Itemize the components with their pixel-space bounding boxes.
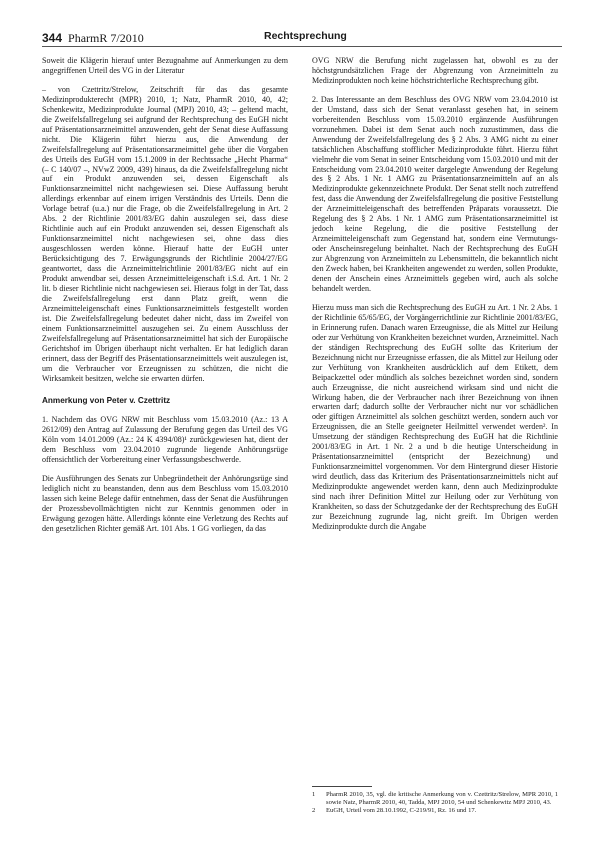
footnote-text: EuGH, Urteil vom 28.10.1992, C-219/91, Rz. 16 und 17. <box>326 807 477 815</box>
footnote-rule <box>312 786 372 787</box>
paragraph: 1. Nachdem das OVG NRW mit Beschluss vom 15.03.2010 (Az.: 13 A 2612/09) den Antrag auf Zulassung der Berufung gegen das Urteil des VG Köln vom 14.01.2009 (Az.: 24 K 4394/08)¹ zurückgewiesen hat, dient der dem Beschluss vom 23.04.2010 zugrunde liegende Anhörungsrüge offensichtlich der Vorbereitung einer Verfassungsbeschwerde. <box>42 415 288 465</box>
paragraph: Hierzu muss man sich die Rechtsprechung des EuGH zu Art. 1 Nr. 2 Abs. 1 der Richtlinie 65/65/EG, der Vorgängerrichtlinie zur Richtlinie 2001/83/EG, in Erinnerung rufen. Danach waren Erzeugnisse, die als Mittel zur Heilung oder zur Verhütung von Krankheiten bezeichnet wurden, Arzneimittel. Nach der ständigen Rechtsprechung des EuGH sollte das Kriterium der Bezeichnung nicht nur Erzeugnisse erfassen, die als Mittel zur Heilung oder zur Verhütung von Krankheiten ausdrücklich auf dem Etikett, dem Beipackzettel oder mündlich als solches bezeichnet worden sind, sondern auch Erzeugnisse, die nicht ausreichend wirksam sind und nicht die Wirkung haben, die der Verbraucher nach ihrer Bezeichnung von ihnen erwarten darf; dadurch sollte der Verbraucher nicht nur vor schädlichen oder giftigen Arzneimittel als solchen geschützt werden, sondern auch vor Erzeugnissen, die an Stelle geeigneter Heilmittel verwendet werden². In Umsetzung der ständigen Rechtsprechung des EuGH hat die Richtlinie 2001/83/EG in Art. 1 Nr. 2 a und b die heutige Unterscheidung in Präsentationsarzneimittel (entspricht der Bezeichnung) und Funktionsarzneimittel vorgenommen. Vor dem Hintergrund dieser Historie wird deutlich, dass das Kriterium des Präsentationsarzneimittels nicht auf Medizinprodukte angewendet werden kann, denn auch Medizinprodukte sind nach ihrer Definition Mittel zur Heilung oder zur Verhütung von Krankheiten, so dass der Schutzgedanke der der Rechtsprechung des EuGH zur Bezeichnung zugrunde lag, nicht greift. Im Übrigen werden Medizinprodukte durch die Angabe <box>312 302 558 531</box>
footnote-text: PharmR 2010, 35, vgl. die kritische Anmerkung von v. Czettritz/Strelow, MPR 2010, 1 sowie Natz, PharmR 2010, 40, Tadda, MPJ 2010, 54 und Schenkewitz MPJ 2010, 43. <box>326 791 558 807</box>
journal-issue: PharmR 7/2010 <box>68 31 144 45</box>
header-rule <box>42 46 562 47</box>
footnote <box>312 791 558 807</box>
annotation-heading: Anmerkung von Peter v. Czettritz <box>42 395 171 405</box>
left-column <box>42 56 288 543</box>
paragraph: – von Czettritz/Strelow, Zeitschrift für das das gesamte Medizinprodukterecht (MPR) 2010, 1; Natz, PharmR 2010, 40, 42; Schenkewitz, Medizinprodukte Journal (MPJ) 2010, 43; – geltend macht, die Zweifelsfallregelung sei aufgrund der Rechtsprechung des EuGH nicht auf Präsentationsarzneimittel anzuwenden, geht der Senat diese Auffassung nicht. Die Klägerin führt hierzu aus, die Anwendung der Zweifelsfallregelung auf Präsentationsarzneimittel gehe über die Vorgaben des Urteils des EuGH vom 15.1.2009 in der Rechtssache „Hecht Pharma“ (– C 140/07 –, NVwZ 2009, 439) hinaus, da die Zweifelsfallregelung nicht auf ein Produkt anzuwenden sei, dessen Eigenschaft als Funktionsarzneimittel nicht nachgewiesen sei. Diese Auffassung beruht allerdings erkennbar auf einem irrigen Verständnis des Urteils. Denn die Vorlage betraf (u.a.) nur die Frage, ob die Zweifelsfallregelung in Art. 2 Abs. 2 der Richtlinie 2001/83/EG dahin auszulegen sei, dass diese Richtlinie auch auf ein Produkt anzuwenden sei, dessen Eigenschaft als Funktionsarzneimittel nicht nachgewiesen sei, ohne dass dies ausgeschlossen werden könne. Hierauf hatte der EuGH unter Berücksichtigung des 7. Erwägungsgrunds der Richtlinie 2004/27/EG geantwortet, dass die Arzneimittelrichtlinie 2001/83/EG nicht auf ein Produkt anwendbar sei, dessen Arzneimitteleigenschaft i.S.d. Art. 1 Nr. 2 lit. b dieser Richtlinie nicht nachgewiesen sei. Hieraus folgt in der Tat, dass die Zweifelsfallregelung erst dann Platz greift, wenn die Arzneimitteleigenschaft eines Funktionsarzneimittels festgestellt worden ist. Die Zweifelsfallregelung bedeutet daher nicht, dass im Zweifel von einem Funktionsarzneimittel auszugehen sei. Zu einem Ausschluss der Zweifelsfallregelung auf Präsentationsarzneimittel hat sich der Europäische Gerichtshof im Übrigen überhaupt nicht verhalten. Er hat lediglich daran erinnert, dass der Begriff des Präsentationsarzneimittels weit auszulegen ist, um die Verbraucher vor Erzeugnissen zu schützen, die nicht die Wirksamkeit besitzen, welche sie erwarten dürfen. <box>42 84 288 383</box>
paragraph: Die Ausführungen des Senats zur Unbegründetheit der Anhörungsrüge sind lediglich nicht zu beanstanden, denn aus dem Beschluss vom 15.03.2010 lassen sich keine Belege dafür entnehmen, dass der Senat die Ausführungen der Prozessbevollmächtigten nicht zur Kenntnis genommen oder in Erwägung gezogen hätte. Allerdings könnte eine Verletzung des Rechts auf den gesetzlichen Richter gemäß Art. 101 Abs. 1 GG vorliegen, da das <box>42 474 288 533</box>
section-title: Rechtsprechung <box>264 30 347 42</box>
page-info <box>42 31 144 46</box>
footnotes <box>312 786 558 816</box>
paragraph: OVG NRW die Berufung nicht zugelassen hat, obwohl es zu der höchstgrundsätzlichen Frage der Abgrenzung von Arzneimitteln zu Medizinprodukten noch keine höchstrichterliche Rechtsprechung gibt. <box>312 56 558 85</box>
footnote-number: 2 <box>312 807 316 815</box>
paragraph: 2. Das Interessante an dem Beschluss des OVG NRW vom 23.04.2010 ist der Umstand, dass sich der Senat veranlasst gesehen hat, in seinem vorbereitenden Beschluss vom 15.03.2010 ergänzende Ausführungen vorzunehmen. Dabei ist dem Senat auch noch zuzustimmen, dass die Anwendung der Zweifelsfallregelung des § 2 Abs. 3 AMG nicht zu einer tatsächlichen Abschaffung stofflicher Medizinprodukte führt. Hierzu führt vielmehr die vom Senat in seiner Entscheidung vom 15.03.2010 und mit der Entscheidung vom 23.04.2010 weiter dargelegte Anwendung der Regelung des § 2 Abs. 1 Nr. 1 AMG zu Präsentationsarzneimitteln auf an als Medizinprodukte gekennzeichnete Produkt. Der Senat stellt noch zutreffend fest, dass die Anwendung der Zweifelsfallregelung die positive Feststellung der Arzneimitteleigenschaft des betreffenden Präparats voraussetzt. Die Regelung des § 2 Abs. 1 Nr. 1 AMG zum Präsentationsarzneimittel ist jedoch keine Regelung, die die positive Feststellung der Arzneimitteleigenschaft zum Gegenstand hat, sondern eine Vermutungs- oder Anscheinsregelung beinhaltet. Nach der Rechtsprechung des EuGH zur Abgrenzung von Arzneimitteln zu Lebensmitteln, die bekanntlich nicht den Zweck haben, bei Krankheiten angewendet zu werden, sollen Produkte, denen der Anschein eines Arzneimittels gegeben wird, auch als solche behandelt werden. <box>312 94 558 293</box>
page-number: 344 <box>42 31 63 45</box>
footnote-number: 1 <box>312 791 316 798</box>
paragraph: Soweit die Klägerin hierauf unter Bezugnahme auf Anmerkungen zu dem angegriffenen Urteil des VG in der Literatur <box>42 56 288 75</box>
footnote <box>312 807 558 815</box>
page-header <box>42 28 562 50</box>
right-column <box>312 56 558 541</box>
